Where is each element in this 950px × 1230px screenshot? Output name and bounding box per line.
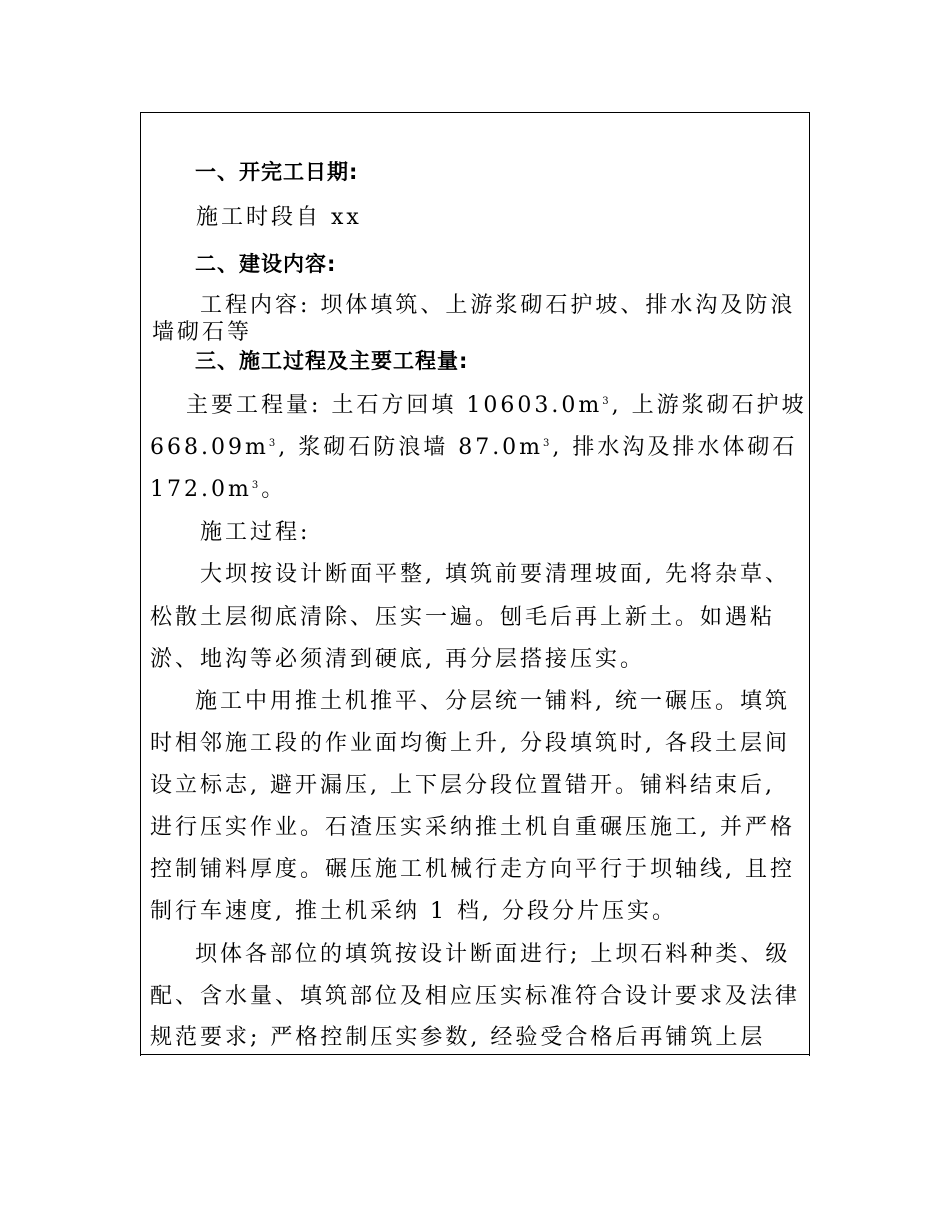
quantities-line2 — [150, 433, 797, 463]
quantities-line3 — [150, 475, 286, 505]
quantities-line3-b: 。 — [261, 477, 287, 502]
paragraph1-line2: 松散土层彻底清除、压实一遍。刨毛后再上新土。如遇粘 — [150, 605, 776, 630]
paragraph2-line3: 设立标志, 避开漏压, 上下层分段位置错开。铺料结束后, — [150, 773, 775, 798]
paragraph3-line1: 坝体各部位的填筑按设计断面进行; 上坝石料种类、级 — [195, 942, 791, 967]
section3-heading: 三、施工过程及主要工程量: — [195, 349, 469, 373]
paragraph2-line5: 控制铺料厚度。碾压施工机械行走方向平行于坝轴线, 且控 — [150, 857, 795, 882]
paragraph2-line2: 时相邻施工段的作业面均衡上升, 分段填筑时, 各段土层间 — [150, 731, 790, 756]
process-label: 施工过程: — [200, 520, 311, 545]
quantities-line2-b: , 浆砌石防浪墙 87.0m — [278, 435, 544, 460]
section2-heading: 二、建设内容: — [195, 252, 337, 276]
quantities-line1-post: , 上游浆砌石护坡 — [611, 393, 807, 418]
paragraph3-line3: 规范要求; 严格控制压实参数, 经验受合格后再铺筑上层 — [150, 1025, 766, 1050]
quantities-line3-a: 172.0m — [150, 477, 252, 502]
section2-line1: 工程内容: 坝体填筑、上游浆砌石护坡、排水沟及防浪 — [200, 293, 796, 318]
page-bottom-margin — [0, 1056, 950, 1230]
paragraph1-line1: 大坝按设计断面平整, 填筑前要清理坡面, 先将杂草、 — [200, 562, 790, 587]
section1-text: 施工时段自 xx — [196, 205, 362, 230]
cubic-superscript: 3 — [602, 396, 612, 407]
cubic-superscript: 3 — [268, 438, 279, 449]
paragraph2-line4: 进行压实作业。石渣压实采纳推土机自重碾压施工, 并严格 — [150, 815, 795, 840]
quantities-line2-a: 668.09m — [150, 435, 269, 460]
paragraph2-line1: 施工中用推土机推平、分层统一铺料, 统一碾压。填筑 — [195, 689, 790, 714]
paragraph1-line3: 淤、地沟等必须清到硬底, 再分层搭接压实。 — [150, 647, 645, 672]
quantities-line1-pre: 主要工程量: 土石方回填 10603.0m — [186, 393, 603, 418]
cubic-superscript: 3 — [543, 438, 553, 449]
section1-heading: 一、开完工日期: — [195, 160, 359, 184]
paragraph3-line2: 配、含水量、填筑部位及相应压实标准符合设计要求及法律 — [150, 984, 801, 1009]
quantities-line2-c: , 排水沟及排水体砌石 — [552, 435, 798, 460]
paragraph2-line6: 制行车速度, 推土机采纳 1 档, 分段分片压实。 — [150, 899, 677, 924]
quantities-line1 — [186, 391, 807, 421]
cubic-superscript: 3 — [251, 480, 262, 491]
section2-line2: 墙砌石等 — [152, 320, 253, 345]
frame-bottom-border — [140, 1054, 810, 1055]
